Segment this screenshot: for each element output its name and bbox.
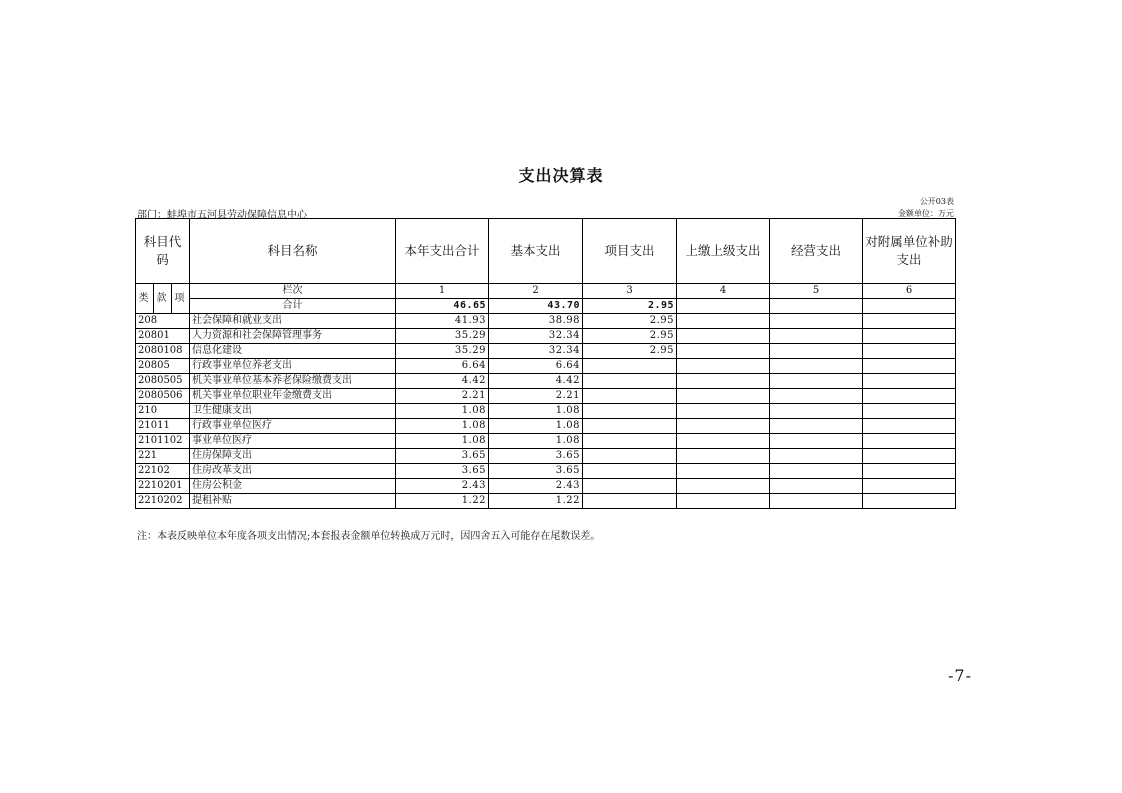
table-row [136,329,956,344]
row-name: 行政事业单位医疗 [190,419,396,434]
row-basic: 38.98 [489,314,583,329]
total-basic: 43.70 [489,299,583,314]
row-subsidy [863,479,956,494]
row-basic: 2.43 [489,479,583,494]
row-subsidy [863,404,956,419]
total-amount: 46.65 [396,299,489,314]
col-no-5: 5 [770,284,863,299]
col-no-3: 3 [583,284,677,299]
row-total: 1.22 [396,494,489,509]
row-operating [770,374,863,389]
row-project [583,449,677,464]
header-kuan: 款 [154,284,172,314]
form-code: 公开03表 [919,197,954,206]
row-project: 2.95 [583,329,677,344]
row-project [583,479,677,494]
row-operating [770,389,863,404]
col-no-4: 4 [677,284,770,299]
row-project [583,419,677,434]
row-total: 6.64 [396,359,489,374]
expenditure-table [135,218,956,509]
page-number: -7- [948,666,972,685]
row-code: 210 [136,404,190,419]
row-basic: 32.34 [489,329,583,344]
row-total: 4.42 [396,374,489,389]
header-operating: 经营支出 [770,219,863,284]
row-basic: 1.08 [489,434,583,449]
row-subsidy [863,419,956,434]
row-code: 22102 [136,464,190,479]
column-number-row [136,284,956,299]
row-name: 提租补贴 [190,494,396,509]
total-upper [677,299,770,314]
table-row [136,389,956,404]
row-total: 1.08 [396,419,489,434]
row-name: 住房公积金 [190,479,396,494]
header-xiang: 项 [172,284,190,314]
row-name: 机关事业单位职业年金缴费支出 [190,389,396,404]
row-operating [770,419,863,434]
total-subsidy [863,299,956,314]
row-code: 2101102 [136,434,190,449]
row-name: 事业单位医疗 [190,434,396,449]
row-total: 2.43 [396,479,489,494]
row-subsidy [863,314,956,329]
row-total: 35.29 [396,329,489,344]
row-basic: 4.42 [489,374,583,389]
row-code: 221 [136,449,190,464]
row-operating [770,464,863,479]
total-operating [770,299,863,314]
row-project [583,404,677,419]
lanci-label: 栏次 [190,284,396,299]
row-basic: 3.65 [489,464,583,479]
row-basic: 2.21 [489,389,583,404]
row-upper [677,359,770,374]
row-upper [677,449,770,464]
table-row [136,479,956,494]
row-name: 人力资源和社会保障管理事务 [190,329,396,344]
row-name: 行政事业单位养老支出 [190,359,396,374]
row-name: 信息化建设 [190,344,396,359]
row-upper [677,329,770,344]
row-name: 住房改革支出 [190,464,396,479]
row-operating [770,404,863,419]
row-project [583,374,677,389]
page-title: 支出决算表 [518,166,604,185]
row-upper [677,389,770,404]
row-upper [677,494,770,509]
row-name: 社会保障和就业支出 [190,314,396,329]
row-total: 3.65 [396,464,489,479]
amount-unit: 金额单位：万元 [898,209,954,218]
row-total: 2.21 [396,389,489,404]
row-code: 2210202 [136,494,190,509]
row-code: 20801 [136,329,190,344]
row-project [583,434,677,449]
footnote: 注：本表反映单位本年度各项支出情况;本套报表金额单位转换成万元时，因四舍五入可能存在尾数误差。 [137,531,601,542]
row-upper [677,344,770,359]
row-subsidy [863,389,956,404]
table-row [136,359,956,374]
table-row [136,419,956,434]
row-total: 35.29 [396,344,489,359]
table-row [136,314,956,329]
header-project: 项目支出 [583,219,677,284]
header-basic: 基本支出 [489,219,583,284]
table-row [136,494,956,509]
row-project: 2.95 [583,314,677,329]
row-total: 1.08 [396,404,489,419]
row-operating [770,329,863,344]
row-basic: 1.08 [489,419,583,434]
header-subsidy: 对附属单位补助支出 [863,219,956,284]
row-subsidy [863,494,956,509]
table-row [136,344,956,359]
row-basic: 32.34 [489,344,583,359]
header-name: 科目名称 [190,219,396,284]
row-subsidy [863,359,956,374]
row-subsidy [863,329,956,344]
total-row [136,299,956,314]
row-project [583,494,677,509]
row-name: 住房保障支出 [190,449,396,464]
row-code: 2210201 [136,479,190,494]
row-upper [677,464,770,479]
row-project [583,389,677,404]
row-subsidy [863,449,956,464]
col-no-1: 1 [396,284,489,299]
row-upper [677,374,770,389]
row-subsidy [863,434,956,449]
row-subsidy [863,344,956,359]
row-operating [770,449,863,464]
total-project: 2.95 [583,299,677,314]
col-no-6: 6 [863,284,956,299]
row-code: 20805 [136,359,190,374]
table-row [136,404,956,419]
row-upper [677,479,770,494]
header-code: 科目代码 [136,219,190,284]
col-no-2: 2 [489,284,583,299]
row-code: 2080108 [136,344,190,359]
row-total: 41.93 [396,314,489,329]
table-row [136,464,956,479]
header-upper: 上缴上级支出 [677,219,770,284]
row-basic: 1.08 [489,404,583,419]
header-row [136,219,956,284]
row-code: 208 [136,314,190,329]
header-total: 本年支出合计 [396,219,489,284]
row-operating [770,434,863,449]
row-operating [770,479,863,494]
row-code: 21011 [136,419,190,434]
row-operating [770,314,863,329]
row-name: 机关事业单位基本养老保险缴费支出 [190,374,396,389]
row-total: 3.65 [396,449,489,464]
row-project [583,464,677,479]
row-upper [677,404,770,419]
row-upper [677,314,770,329]
row-upper [677,419,770,434]
row-project: 2.95 [583,344,677,359]
department-label: 部门：蚌埠市五河县劳动保障信息中心 [137,210,307,221]
row-operating [770,359,863,374]
row-basic: 3.65 [489,449,583,464]
table-row [136,434,956,449]
row-upper [677,434,770,449]
row-operating [770,494,863,509]
total-label: 合计 [190,299,396,314]
row-project [583,359,677,374]
row-code: 2080506 [136,389,190,404]
table-row [136,374,956,389]
row-subsidy [863,374,956,389]
row-code: 2080505 [136,374,190,389]
row-basic: 1.22 [489,494,583,509]
row-total: 1.08 [396,434,489,449]
table-row [136,449,956,464]
row-basic: 6.64 [489,359,583,374]
row-name: 卫生健康支出 [190,404,396,419]
row-operating [770,344,863,359]
row-subsidy [863,464,956,479]
header-lei: 类 [136,284,154,314]
